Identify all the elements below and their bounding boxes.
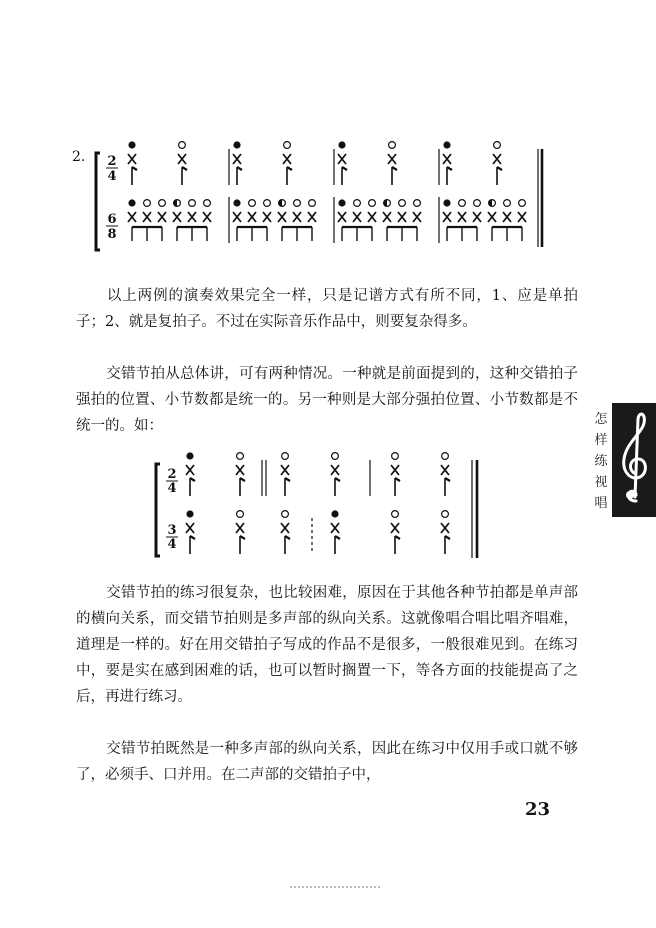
beat-x-mark [383, 212, 391, 222]
beat-x-mark [283, 154, 291, 164]
beat-x-mark [128, 154, 136, 164]
weak-beat-mark [189, 200, 196, 207]
time-sig-top: 6 [107, 212, 117, 227]
time-sig-top: 2 [107, 154, 117, 169]
weak-beat-mark [294, 200, 301, 207]
beat-x-mark [186, 465, 194, 475]
weak-beat-mark [284, 142, 291, 149]
beat-x-mark [493, 154, 501, 164]
paragraph-3 [76, 580, 578, 710]
beat-x-mark [248, 212, 256, 222]
rhythm-score-example-3 [150, 448, 510, 568]
beat-x-mark [443, 154, 451, 164]
rhythm-score-example-2 [70, 135, 560, 260]
side-tab-char: 唱 [594, 496, 608, 511]
beat-x-mark [281, 465, 289, 475]
strong-beat-mark [338, 141, 345, 148]
strong-beat-mark [443, 141, 450, 148]
weak-beat-mark [204, 200, 211, 207]
weak-beat-mark [237, 453, 244, 460]
weak-beat-mark [237, 511, 244, 518]
beat-x-mark [158, 212, 166, 222]
paragraph-1 [76, 283, 578, 335]
weak-beat-mark [282, 511, 289, 518]
time-sig-bottom: 4 [167, 481, 177, 496]
beat-x-mark [488, 212, 496, 222]
strong-beat-mark [331, 510, 338, 517]
beat-x-mark [128, 212, 136, 222]
beat-x-mark [391, 465, 399, 475]
treble-clef-icon [614, 409, 654, 509]
side-tab-char: 视 [594, 475, 608, 490]
beat-x-mark [233, 212, 241, 222]
weak-beat-mark [494, 142, 501, 149]
weak-beat-mark [282, 453, 289, 460]
beat-x-mark [503, 212, 511, 222]
weak-beat-mark [179, 142, 186, 149]
weak-beat-mark [144, 200, 151, 207]
page-number: 23 [525, 799, 551, 820]
weak-beat-mark [159, 200, 166, 207]
strong-beat-mark [128, 141, 135, 148]
beat-x-mark [331, 465, 339, 475]
beat-x-mark [143, 212, 151, 222]
strong-beat-mark [186, 452, 193, 459]
beat-x-mark [338, 154, 346, 164]
paragraph-3-text: 交错节拍的练习很复杂，也比较困难，原因在于其他各种节拍都是单声部的横向关系，而交错节拍则是多声部的纵向关系。这就像唱合唱比唱齐唱难，道理是一样的。好在用交错拍子写成的作品不是很多，一般很难见到。在练习中，要是实在感到困难的话，也可以暂时搁置一下，等各方面的技能提高了之后，再进行练习。 [76, 585, 578, 705]
paragraph-1-text: 以上两例的演奏效果完全一样，只是记谱方式有所不同，1、应是单拍子；2、就是复拍子。不过在实际音乐作品中，则要复杂得多。 [76, 288, 578, 330]
beat-x-mark [391, 523, 399, 533]
system-bracket [156, 464, 160, 556]
weak-beat-mark [392, 511, 399, 518]
strong-beat-mark [233, 141, 240, 148]
time-sig-top: 2 [167, 467, 177, 482]
beat-x-mark [353, 212, 361, 222]
weak-beat-mark [332, 453, 339, 460]
beat-x-mark [441, 523, 449, 533]
beat-x-mark [398, 212, 406, 222]
weak-beat-mark [504, 200, 511, 207]
beat-x-mark [338, 212, 346, 222]
beat-x-mark [293, 212, 301, 222]
beat-x-mark [173, 212, 181, 222]
beat-x-mark [443, 212, 451, 222]
weak-beat-mark [459, 200, 466, 207]
weak-beat-mark [442, 511, 449, 518]
strong-beat-mark [128, 199, 135, 206]
beat-x-mark [188, 212, 196, 222]
time-sig-top: 3 [167, 523, 177, 538]
side-tab-text [590, 409, 612, 514]
footer-dots [290, 880, 380, 888]
side-tab-char: 怎 [594, 412, 608, 427]
weak-beat-mark [264, 200, 271, 207]
beat-x-mark [236, 465, 244, 475]
strong-beat-mark [338, 199, 345, 206]
time-sig-bottom: 8 [107, 227, 117, 242]
weak-beat-mark [392, 453, 399, 460]
side-tab-char: 样 [594, 433, 608, 448]
weak-beat-mark [519, 200, 526, 207]
time-sig-bottom: 4 [107, 169, 117, 184]
beat-x-mark [441, 465, 449, 475]
beat-x-mark [203, 212, 211, 222]
paragraph-4-text: 交错节拍既然是一种多声部的纵向关系，因此在练习中仅用手或口就不够了，必须手、口并用。在二声部的交错拍子中， [76, 741, 578, 783]
beat-x-mark [186, 523, 194, 533]
beat-x-mark [518, 212, 526, 222]
beat-x-mark [281, 523, 289, 533]
paragraph-2-text: 交错节拍从总体讲，可有两种情况。一种就是前面提到的，这种交错拍子强拍的位置、小节数都是统一的。另一种则是大部分强拍位置、小节数都是不统一的。如： [76, 366, 578, 434]
paragraph-2 [76, 361, 578, 439]
beat-x-mark [368, 212, 376, 222]
weak-beat-mark [399, 200, 406, 207]
strong-beat-mark [186, 510, 193, 517]
system-bracket [96, 153, 100, 250]
beat-x-mark [236, 523, 244, 533]
time-sig-bottom: 4 [167, 537, 177, 552]
beat-x-mark [263, 212, 271, 222]
beat-x-mark [413, 212, 421, 222]
weak-beat-mark [389, 142, 396, 149]
beat-x-mark [388, 154, 396, 164]
weak-beat-mark [369, 200, 376, 207]
beat-x-mark [458, 212, 466, 222]
side-tab-char: 练 [594, 454, 608, 469]
weak-beat-mark [309, 200, 316, 207]
weak-beat-mark [354, 200, 361, 207]
weak-beat-mark [249, 200, 256, 207]
beat-x-mark [308, 212, 316, 222]
beat-x-mark [278, 212, 286, 222]
beat-x-mark [233, 154, 241, 164]
paragraph-4 [76, 736, 578, 788]
weak-beat-mark [442, 453, 449, 460]
example-number: 2. [72, 149, 86, 165]
chapter-side-tab [590, 403, 656, 517]
strong-beat-mark [233, 199, 240, 206]
beat-x-mark [178, 154, 186, 164]
weak-beat-mark [414, 200, 421, 207]
beat-x-mark [331, 523, 339, 533]
weak-beat-mark [474, 200, 481, 207]
beat-x-mark [473, 212, 481, 222]
strong-beat-mark [443, 199, 450, 206]
